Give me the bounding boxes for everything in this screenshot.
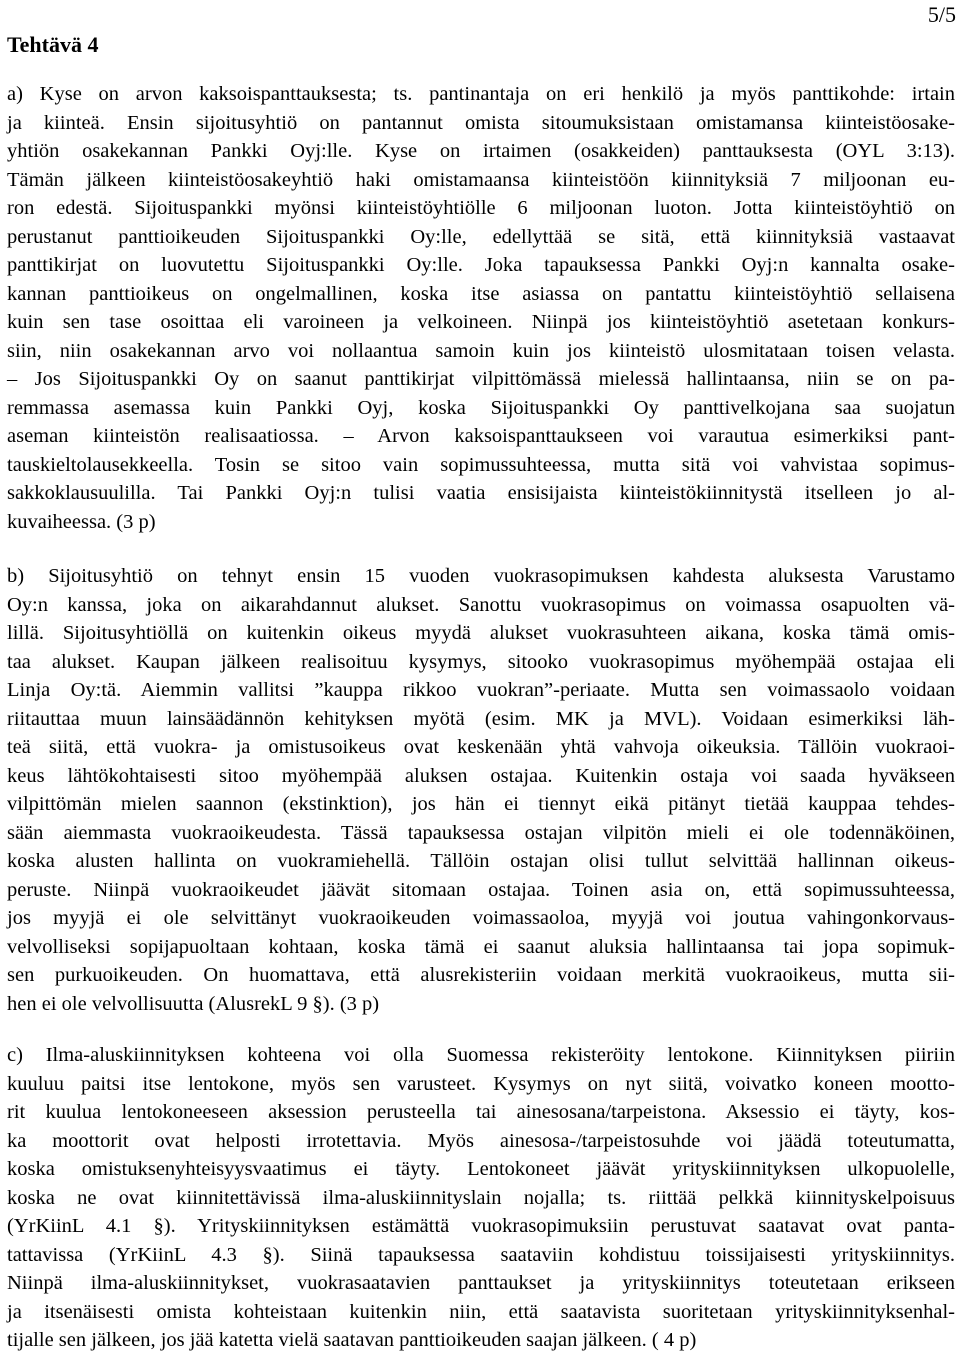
text-line: koska ne ovat kiinnitettävissä ilma-aluskiinnityslain nojalla; ts. riittää pelkkä kiinnityskelpoisuus: [7, 1186, 955, 1209]
text-line: kuuluu paitsi itse lentokone, myös sen varusteet. Kysymys on nyt siitä, voivatko koneen mootto-: [7, 1072, 955, 1095]
answer-section-b: [7, 562, 955, 1018]
text-line: Tämän jälkeen kiinteistöosakeyhtiö haki omistamaansa kiinteistöön kiinnityksiä 7 miljoonan eu-: [7, 168, 955, 191]
answer-section-c: [7, 1041, 955, 1355]
text-line: sen purkuoikeuden. On huomattava, että alusrekisteriin voidaan merkitä vuokraoikeus, mutta sii-: [7, 964, 955, 986]
text-line: tattavissa (YrKiinL 4.3 §). Siinä tapauksessa saataviin kohdistuu toissijaisesti yrityskiinnitys.: [7, 1243, 955, 1266]
text-line: lillä. Sijoitusyhtiöllä on kuitenkin oikeus myydä alukset vuokrasuhteen aikana, koska tämä omis-: [7, 622, 955, 644]
task-title: Tehtävä 4: [7, 32, 99, 57]
text-line: remmassa asemassa kuin Pankki Oyj, koska Sijoituspankki Oy panttivelkojana saa suojatun: [7, 396, 955, 419]
text-line: perustanut panttioikeuden Sijoituspankki Oy:lle, edellyttää se sitä, että kiinnityksiä vastaavat: [7, 225, 955, 248]
text-line: rit kuulua lentokoneeseen aksession perusteella tai ainesosana/tarpeistona. Aksessio ei täyty, kos-: [7, 1101, 955, 1123]
text-line: Oy:n kanssa, joka on aikarahdannut alukset. Sanottu vuokrasopimus on voimassa osapuolten vä-: [7, 593, 955, 616]
text-line: velvolliseksi sopijapuoltaan kohtaan, koska tämä ei saanut aluksia hallintaansa tai jopa sopimuk-: [7, 935, 955, 958]
page-number: 5/5: [927, 2, 956, 27]
text-line: taa alukset. Kaupan jälkeen realisoituu kysymys, sitooko vuokrasopimus myöhempää ostajaa eli: [7, 650, 955, 673]
text-line: sakkoklausuulilla. Tai Pankki Oyj:n tulisi vaatia ensisijaista kiinteistökiinnitystä itselleen jo al-: [7, 482, 955, 504]
text-line: – Jos Sijoituspankki Oy on saanut panttikirjat vilpittömässä mielessä hallintaansa, niin se on pa-: [7, 368, 955, 390]
text-line: siin, niin osakekannan arvo voi nollaantua samoin kuin jos kiinteistö ulosmitataan toisen velasta.: [7, 339, 955, 362]
text-line: Linja Oy:tä. Aiemmin vallitsi ”kauppa rikkoo vuokran”-periaate. Mutta sen voimassaolo voidaan: [7, 679, 955, 701]
text-line: b) Sijoitusyhtiö on tehnyt ensin 15 vuoden vuokrasopimuksen kahdesta aluksesta Varustamo: [7, 565, 955, 587]
text-line: (YrKiinL 4.1 §). Yrityskiinnityksen estämättä vuokrasopimuksiin perustuvat saatavat ovat panta-: [7, 1215, 955, 1237]
text-line: hen ei ole velvollisuutta (AlusrekL 9 §). (3 p): [7, 992, 380, 1015]
text-line: ron edestä. Sijoituspankki myönsi kiinteistöyhtiölle 6 miljoonan luoton. Jotta kiinteistöyhtiö on: [7, 197, 955, 219]
text-line: kuin sen tase osoittaa eli varoineen ja velkoineen. Niinpä jos kiinteistöyhtiö asetetaan konkurs-: [7, 311, 955, 333]
text-line: panttikirjat on luovutettu Sijoituspankki Oy:lle. Joka tapauksessa Pankki Oyj:n kannalta osake-: [7, 254, 955, 276]
text-line: c) Ilma-aluskiinnityksen kohteena voi olla Suomessa rekisteröity lentokone. Kiinnityksen piiriin: [7, 1044, 955, 1066]
text-line: aseman kiinteistön realisaatiossa. – Arvon kaksoispanttaukseen voi varautua esimerkiksi pant-: [7, 425, 955, 447]
text-line: sään aiemmasta vuokraoikeudesta. Tässä tapauksessa ostajan vilpitön mieli ei ole todennäköinen,: [7, 821, 955, 844]
text-line: ja kiinteä. Ensin sijoitusyhtiö on pantannut omista sitoumuksistaan omistamansa kiinteistöosake-: [7, 111, 955, 134]
text-line: tijalle sen jälkeen, jos jää katetta vielä saatavan panttioikeuden saajan jälkeen. ( 4 p): [7, 1329, 697, 1351]
answer-section-a: [7, 80, 955, 536]
text-line: koska omistuksenyhteisyysvaatimus ei täyty. Lentokoneet jäävät yrityskiinnityksen ulkopuolelle,: [7, 1158, 955, 1180]
text-line: yhtiön osakekannan Pankki Oyj:lle. Kyse on irtaimen (osakkeiden) panttauksesta (OYL 3:13).: [7, 140, 955, 162]
text-line: a) Kyse on arvon kaksoispanttauksesta; ts. pantinantaja on eri henkilö ja myös panttikohde: irtain: [7, 83, 955, 105]
text-line: teä siitä, että vuokra- ja omistusoikeus ovat keskenään yhtä vahvoja oikeuksia. Tällöin vuokraoi-: [7, 736, 955, 758]
text-line: kannan panttioikeus on ongelmallinen, koska itse asiassa on pantattu kiinteistöyhtiö sellaisena: [7, 282, 955, 305]
text-line: ka moottorit ovat helposti irrotettavia. Myös ainesosa-/tarpeistosuhde voi jäädä toteutumatta,: [7, 1129, 955, 1152]
text-line: kuvaiheessa. (3 p): [7, 510, 156, 533]
text-line: peruste. Niinpä vuokraoikeudet jäävät sitomaan ostajaa. Toinen asia on, että sopimussuhteessa,: [7, 878, 955, 901]
text-line: ja itsenäisesti omista kohteistaan kuitenkin niin, että saatavista suoritetaan yrityskiinnityksenhal-: [7, 1300, 955, 1323]
text-line: tauskieltolausekkeella. Tosin se sitoo vain sopimussuhteessa, mutta sitä voi vahvistaa sopimus-: [7, 453, 955, 476]
text-line: vilpittömän mielen saannon (ekstinktion), jos hän ei tiennyt eikä pitänyt tietää kauppaa tehdes-: [7, 793, 955, 815]
text-line: jos myyjä ei ole selvittänyt vuokraoikeuden voimassaoloa, myyjä voi joutua vahingonkorvaus-: [7, 907, 955, 929]
text-line: riitauttaa muun lainsäädännön kehityksen myötä (esim. MK ja MVL). Voidaan esimerkiksi läh-: [7, 707, 955, 730]
text-line: keus lähtökohtaisesti sitoo myöhempää aluksen ostajaa. Kuitenkin ostaja voi saada hyväkseen: [7, 764, 955, 787]
text-line: Niinpä ilma-aluskiinnitykset, vuokrasaatavien panttaukset ja yrityskiinnitys toteutetaan erikseen: [7, 1272, 955, 1294]
text-line: koska alusten hallinta on vuokramiehellä. Tällöin ostajan olisi tullut selvittää hallinnan oikeus-: [7, 850, 955, 872]
